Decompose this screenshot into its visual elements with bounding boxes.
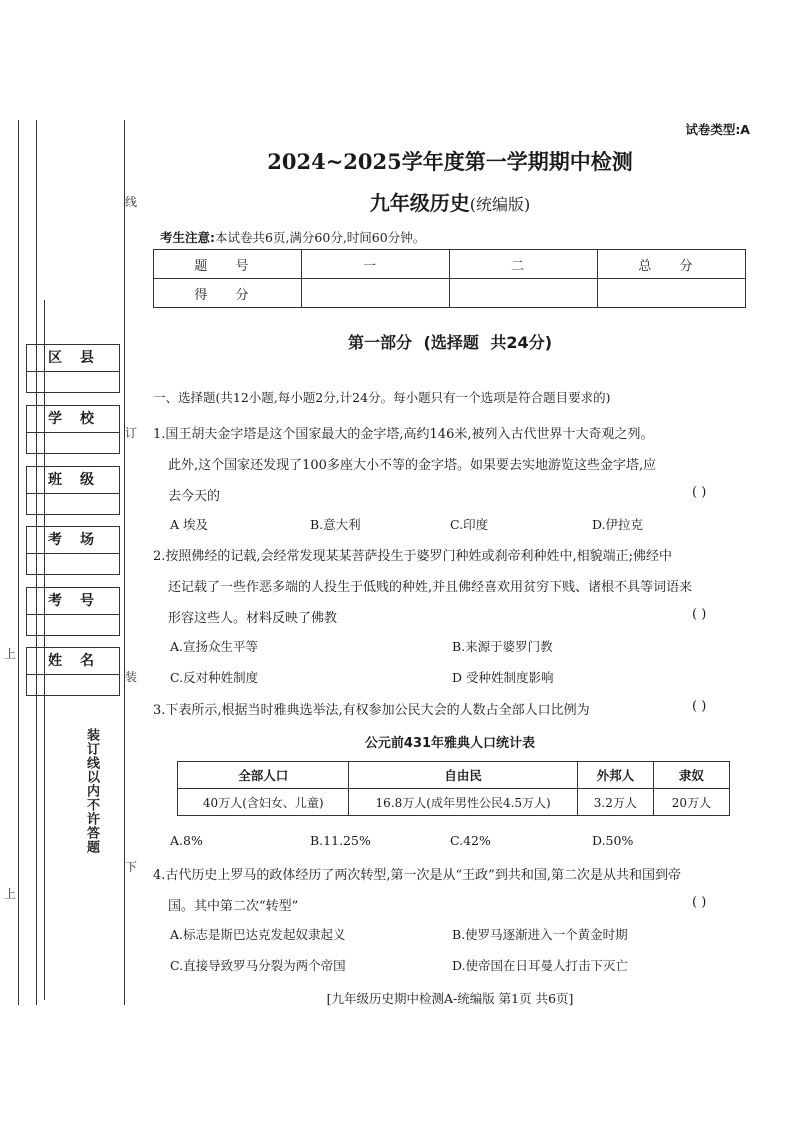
option-d[interactable]: D.使帝国在日耳曼人打击下灭亡 [452,958,629,973]
exam-title: 2024~2025学年度第一学期期中检测 [267,149,633,174]
field-label: 学校 [27,406,119,433]
notice-label: 考生注意: [160,230,215,245]
binding-mark-ding: 订 [125,426,138,440]
binding-mark-xia: 下 [125,860,138,874]
question-2-line-1: 2.按照佛经的记载,会经常发现某某菩萨投生于婆罗门种姓或刹帝利种姓中,相貌端正;佛经中 [153,549,673,564]
option-c[interactable]: C.印度 [450,517,489,532]
field-blank[interactable] [27,494,119,514]
question-2-line-2: 还记载了一些作恶多端的人投生于低贱的种姓,并且佛经喜欢用贫穷下贱、诸根不具等词语来 [168,580,693,595]
table-header: 自由民 [349,762,577,789]
exam-notice [160,228,425,246]
option-b[interactable]: B.来源于婆罗门教 [452,639,553,654]
subtitle-edition: (统编版) [469,195,531,214]
field-blank[interactable] [27,433,119,453]
binding-notice: 装订线以内不许答题 [84,728,99,854]
option-c[interactable]: C.42% [450,833,491,848]
table-caption: 公元前431年雅典人口统计表 [364,736,536,751]
answer-paren[interactable]: ( ) [692,607,707,622]
answer-paren[interactable]: ( ) [692,485,707,500]
field-name [26,647,120,696]
table-cell: 16.8万人(成年男性公民4.5万人) [349,789,577,816]
answer-paren[interactable]: ( ) [692,895,707,910]
field-blank[interactable] [27,615,119,635]
option-d[interactable]: D.伊拉克 [592,517,644,532]
field-label: 考号 [27,588,119,615]
field-class [26,466,120,515]
score-cell[interactable] [450,279,598,308]
option-c[interactable]: C.反对种姓制度 [170,670,259,685]
field-blank[interactable] [27,372,119,392]
score-header: 总 分 [598,250,746,279]
score-row-label: 得 分 [154,279,302,308]
field-exam-number [26,587,120,636]
field-label: 区县 [27,345,119,372]
option-b[interactable]: B.意大利 [310,517,361,532]
question-1-line-2: 此外,这个国家还发现了100多座大小不等的金字塔。如果要去实地游览这些金字塔,应 [168,458,657,473]
score-header: 题 号 [154,250,302,279]
notice-text: 本试卷共6页,满分60分,时间60分钟。 [215,230,426,245]
field-label: 考场 [27,527,119,554]
question-1-line-1: 1.国王胡夫金字塔是这个国家最大的金字塔,高约146米,被列入古代世界十大奇观之列。 [153,427,654,442]
field-district [26,344,120,393]
table-header: 全部人口 [178,762,349,789]
option-a[interactable]: A.标志是斯巴达克发起奴隶起义 [170,927,346,942]
binding-line-1 [18,120,19,1005]
table-header: 外邦人 [577,762,653,789]
table-cell: 20万人 [653,789,729,816]
option-d[interactable]: D.50% [592,833,634,848]
table-cell: 40万人(含妇女、儿童) [178,789,349,816]
option-c[interactable]: C.直接导致罗马分裂为两个帝国 [170,958,346,973]
binding-mark-xian: 线 [125,195,138,209]
page-footer: [九年级历史期中检测A-统编版 第1页 共6页] [326,991,574,1006]
table-cell: 3.2万人 [577,789,653,816]
option-b[interactable]: B.使罗马逐渐进入一个黄金时期 [452,927,628,942]
binding-mark-shang: 上 [4,647,17,661]
option-a[interactable]: A.8% [170,833,203,848]
question-1-line-3: 去今天的 [168,489,221,504]
question-3-line-1: 3.下表所示,根据当时雅典选举法,有权参加公民大会的人数占全部人口比例为 [153,703,590,718]
field-blank[interactable] [27,554,119,574]
paper-type-label: 试卷类型:A [685,122,750,137]
option-a[interactable]: A 埃及 [170,517,209,532]
score-cell[interactable] [598,279,746,308]
population-table [177,761,730,816]
field-school [26,405,120,454]
option-d[interactable]: D 受种姓制度影响 [452,670,554,685]
subtitle-main: 九年级历史 [369,191,470,215]
question-4-line-1: 4.古代历史上罗马的政体经历了两次转型,第一次是从“王政”到共和国,第二次是从共和国到帝 [153,868,681,883]
field-label: 班级 [27,467,119,494]
score-header: 二 [450,250,598,279]
question-4-line-2: 国。其中第二次“转型” [168,899,299,914]
score-table [153,249,746,308]
option-a[interactable]: A.宣扬众生平等 [170,639,259,654]
answer-paren[interactable]: ( ) [692,699,707,714]
field-blank[interactable] [27,675,119,695]
binding-mark-shang: 上 [4,887,17,901]
field-exam-room [26,526,120,575]
question-2-line-3: 形容这些人。材料反映了佛教 [168,611,338,626]
option-b[interactable]: B.11.25% [310,833,371,848]
section-title: 第一部分 (选择题 共24分) [347,333,553,352]
binding-mark-zhuang: 装 [125,670,138,684]
score-header: 一 [302,250,450,279]
section-instruction: 一、选择题(共12小题,每小题2分,计24分。每小题只有一个选项是符合题目要求的) [153,390,611,405]
exam-subtitle [150,187,750,216]
field-label: 姓名 [27,648,119,675]
table-header: 隶奴 [653,762,729,789]
score-cell[interactable] [302,279,450,308]
